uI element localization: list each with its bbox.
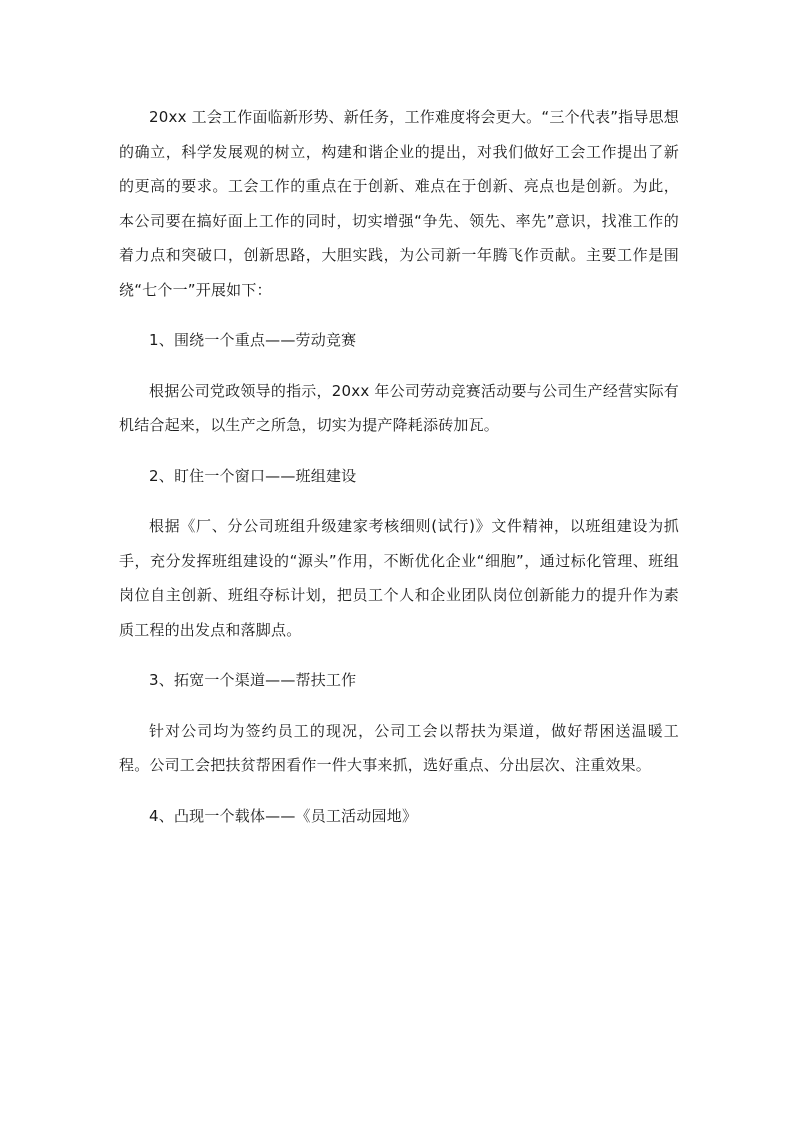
intro-paragraph: 20xx 工会工作面临新形势、新任务，工作难度将会更大。“三个代表”指导思想的确立，科学发展观的树立，构建和谐企业的提出，对我们做好工会工作提出了新的更高的要求。工会工作的重点在于创新、难点在于创新、亮点也是创新。为此，本公司要在搞好面上工作的同时，切实增强“争先、领先、率先”意识，找准工作的着力点和突破口，创新思路，大胆实践，为公司新一年腾飞作贡献。主要工作是围绕“七个一”开展如下： [119,108,679,299]
section-heading-4: 4、凸现一个载体——《员工活动园地》 [149,806,418,825]
section-paragraph-3: 针对公司均为签约员工的现况，公司工会以帮扶为渠道，做好帮困送温暖工程。公司工会把扶贫帮困看作一件大事来抓，选好重点、分出层次、注重效果。 [119,721,679,774]
section-paragraph-2: 根据《厂、分公司班组升级建家考核细则(试行)》文件精神，以班组建设为抓手，充分发挥班组建设的“源头”作用，不断优化企业“细胞”，通过标化管理、班组岗位自主创新、班组夺标计划，把员工个人和企业团队岗位创新能力的提升作为素质工程的出发点和落脚点。 [119,517,679,639]
section-heading-3: 3、拓宽一个渠道——帮扶工作 [149,671,357,689]
document-body [119,100,679,833]
section-heading-1: 1、围绕一个重点——劳动竞赛 [149,331,357,349]
section-paragraph-1: 根据公司党政领导的指示，20xx 年公司劳动竞赛活动要与公司生产经营实际有机结合起来，以生产之所急，切实为提产降耗添砖加瓦。 [119,381,679,434]
section-heading-2: 2、盯住一个窗口——班组建设 [149,466,357,485]
